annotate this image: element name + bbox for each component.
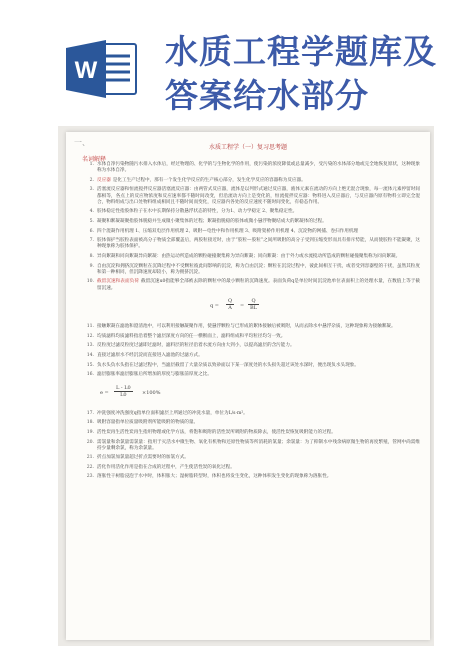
list-item xyxy=(72,162,420,174)
item-body: 截留沉速u0指能够全部被去除的颗粒中的最小颗粒的沉降速度。表面负荷q是单位时间沉淀池单位表面积上的处理水量，在数值上等于截留沉速。 xyxy=(97,279,420,291)
item-number: 3. xyxy=(89,187,94,193)
item-text xyxy=(97,440,420,452)
list-item xyxy=(72,279,420,291)
item-number: 17. xyxy=(86,410,94,416)
item-text xyxy=(97,353,420,359)
corner-mark: 一、 xyxy=(74,138,90,147)
item-text xyxy=(97,324,420,330)
item-number: 13. xyxy=(86,343,94,349)
item-text xyxy=(97,264,420,276)
formula-frac-2-numerator: Q xyxy=(248,298,259,305)
list-item xyxy=(72,440,420,452)
item-body: 吸附容量指单位质量吸附剂所能吸附的物质的量。 xyxy=(97,420,199,426)
item-number: 16. xyxy=(86,372,94,378)
formula-frac-3 xyxy=(114,385,133,398)
item-number: 23. xyxy=(86,474,94,480)
item-body: 水体自净污染物随污水排入水体后，经过物理的、化学的与生物化学的作用，使污染的浓度降低或总量减少，受污染的水体部分地或完全地恢复原状，这种现象称为水体自净。 xyxy=(97,162,420,174)
list-item xyxy=(72,238,420,250)
item-number: 15. xyxy=(86,362,94,368)
item-body: 溶胀性干树脂浸泡于水中时，体积胀大；湿树脂转型时，体积也将发生变化，这种体积发生变化的现象称为溶胀性。 xyxy=(97,474,332,480)
banner xyxy=(0,0,474,122)
list-item xyxy=(72,353,420,359)
formula-lhs: q = xyxy=(210,303,219,310)
list-item xyxy=(72,420,420,426)
item-body: 均质滤料均质滤料指沿着整个滤层深度方向的任一横断面上，滤料组成和平均粒径均匀一致。 xyxy=(97,333,286,339)
section-heading: 名词解释 xyxy=(82,156,107,163)
item-body: 是化工生产过程中，那有一个发生化学反应的生产核心部分，发生化学反应的容器称为反应器。 xyxy=(112,177,306,183)
item-body: 活塞流反应器和恒流搅拌反应器活塞流反应器：由两管式反应器，流体是以列形式通过反应器，液体元素在流动的方向上绝无混合现象，每一流体元素停留时间都相等，各点上的反应物浓度和反应速率都不随时间改变，但沿流动方向上是变化的，恒流搅拌反应器：物料进入反应器后，与反应器内原有物料立即完全混合，物料组成与出口处物料组成相同且不随时间而变化，反应器内各处的反应速度不随时间变化，有稳态作用。 xyxy=(97,187,420,205)
list-item xyxy=(72,187,420,206)
list-item xyxy=(72,178,420,184)
item-body: 自由沉淀和拥挤沉淀颗粒在沉降过程中不受颗粒彼此间影响的沉淀，称为自由沉淀；颗粒在沉淀过程中，彼此间相互干扰，或者受到容器壁的干扰，虽然其粒度和第一种相同，但沉降速度却较小，称为拥挤沉淀。 xyxy=(97,263,420,275)
list-item xyxy=(72,264,420,276)
word-icon-letter: W xyxy=(74,57,98,84)
list-item xyxy=(72,411,420,417)
item-body: 接触絮凝在滤池和澄清池中，可以利用接触凝聚作用，使悬浮颗粒与已形成的絮体接触后被吸附，从而去除水中悬浮杂质，这种现象称为接触絮凝。 xyxy=(97,324,396,330)
item-number: 21. xyxy=(86,455,94,461)
item-body: 反粒度过滤反粒度过滤即过滤时，滤料层的粒径沿着水流方向由大到小，以提高滤层的含污能力。 xyxy=(97,343,295,349)
list-item xyxy=(72,372,420,378)
word-document-icon xyxy=(66,40,138,98)
page-title-line-2: 答案给水部分 xyxy=(165,76,369,115)
item-number: 4. xyxy=(89,209,94,215)
formula-frac-2-denominator: BL xyxy=(250,305,257,312)
list-item xyxy=(72,430,420,436)
document-title: 水质工程学（一）复习思考题 xyxy=(208,144,287,151)
item-number: 18. xyxy=(86,420,94,426)
item-text xyxy=(97,343,420,349)
list-item xyxy=(72,455,420,461)
item-number: 12. xyxy=(86,333,94,339)
item-text xyxy=(97,279,420,291)
formula-frac-3-denominator: L0 xyxy=(120,391,127,398)
item-body: 负水头负水头指在过滤过程中，当滤层截留了大量杂质以致砂面以下某一深度处的水头损失超过该处水深时，便出现负水头现象。 xyxy=(97,362,359,368)
item-body: 活化作用活化作用是指在合成的过程中，产生使活性炭的氧化过程。 xyxy=(97,464,235,470)
formula-surface-load xyxy=(100,295,420,321)
item-text xyxy=(97,420,420,426)
item-text xyxy=(97,254,420,260)
item-number: 6. xyxy=(89,228,94,234)
list-item xyxy=(72,363,420,369)
item-term: 反应器 xyxy=(97,177,111,183)
formula-frac-1-denominator: A xyxy=(228,305,232,312)
item-text xyxy=(97,411,420,417)
item-number: 14. xyxy=(86,352,94,358)
item-number: 19. xyxy=(86,429,94,435)
item-number: 22. xyxy=(86,464,94,470)
item-body: 凝聚和絮凝凝聚指胶体脱稳并生成微小聚集体的过程；絮凝指脱稳的胶体或微小悬浮物聚结成大的絮凝体的过程。 xyxy=(97,218,327,224)
item-text xyxy=(97,209,420,215)
item-text xyxy=(97,334,420,340)
item-number: 10. xyxy=(86,279,94,285)
list-item xyxy=(72,343,420,349)
item-body: 需氯量和余氯量需氯量：指用于灭活水中微生物、氧化有机物和还原性物质等所消耗的氯量；余氯量：为了抑制水中残余病原微生物的再度繁殖，管网中尚需维持少量剩余氯，称为余氯量。 xyxy=(97,439,420,451)
item-number: 8. xyxy=(89,253,94,259)
page-title-line-1: 水质工程学题库及 xyxy=(165,32,437,71)
list-item xyxy=(72,474,420,480)
item-text xyxy=(97,474,420,480)
list-item xyxy=(72,209,420,215)
item-term: 截留沉速和表面负荷 xyxy=(97,279,139,285)
item-body: 冲洗强度冲洗强度q指单位面积滤层上所通过的冲洗水量，单位为L/s·m²。 xyxy=(97,410,248,416)
item-text xyxy=(97,372,420,378)
item-body: 折点加氯加氯量超过折点需要时的加氯方式。 xyxy=(97,455,189,461)
list-item xyxy=(72,229,420,235)
formula-lhs: e = xyxy=(100,389,109,396)
item-number: 11. xyxy=(86,324,94,330)
formula-frac-3-numerator: L - L0 xyxy=(116,384,131,391)
formula-frac-1 xyxy=(226,298,234,311)
item-text xyxy=(97,363,420,369)
formula-tail: ×100% xyxy=(142,389,161,396)
item-body: 活性炭再生活性炭再生指用物理或化学方法，将饱和吸附的活性炭所吸附的物质除去，使活性炭恢复吸附能力的过程。 xyxy=(97,429,336,435)
item-text xyxy=(97,238,420,250)
item-body: 四个混凝作用机理 1、压缩双电层作用机理 2、吸附—电性中和作用机理 3、吸附架桥作用机理 4、沉淀物的网捕、卷扫作用机理 xyxy=(97,228,359,234)
item-text xyxy=(97,465,420,471)
list-item xyxy=(72,254,420,260)
formula-expansion-rate xyxy=(100,382,420,408)
item-text xyxy=(97,229,420,235)
item-number: 2. xyxy=(89,177,94,183)
item-number: 9. xyxy=(89,263,94,269)
item-text xyxy=(97,178,420,184)
list-item xyxy=(72,219,420,225)
list-item xyxy=(72,324,420,330)
item-text xyxy=(97,219,420,225)
item-text xyxy=(97,455,420,461)
item-number: 20. xyxy=(86,439,94,445)
item-text xyxy=(97,162,420,174)
item-number: 7. xyxy=(89,238,94,244)
formula-equals: = xyxy=(240,303,245,310)
item-body: 滤层膨胀率滤层膨胀后所增加的厚度与膨胀前厚度之比。 xyxy=(97,372,212,378)
item-body: 直接过滤原水不经沉淀而直接进入滤池的过滤方式。 xyxy=(97,352,203,358)
item-text xyxy=(97,187,420,206)
formula-frac-2 xyxy=(248,298,259,311)
item-body: 异向絮凝和同向絮凝异向絮凝：由热运动所造成的颗粒碰撞聚集称为异向絮凝；同向絮凝：由于外力或水流搅动所造成的颗粒碰撞聚集称为同向絮凝。 xyxy=(97,253,401,259)
item-body: 胶体保护当胶粒表面被高分子物质全部覆盖后，两胶粒接近时，由于“胶粒—胶粒”之间所吸附的高分子受到压缩变形而具有排斥势能，从而使胶粒不能凝聚，这种现象称为胶体保护。 xyxy=(97,238,420,250)
list-item xyxy=(72,465,420,471)
definition-list xyxy=(72,162,420,484)
document-preview xyxy=(66,132,430,640)
item-number: 5. xyxy=(89,218,94,224)
item-body: 胶体稳定性指胶体粒子在水中长期保持分散悬浮状态的特性，分为1、动力学稳定 2、聚集稳定性。 xyxy=(97,209,298,215)
item-number: 1. xyxy=(89,162,94,167)
list-item xyxy=(72,334,420,340)
formula-frac-1-numerator: Q xyxy=(228,298,233,305)
item-text xyxy=(97,430,420,436)
